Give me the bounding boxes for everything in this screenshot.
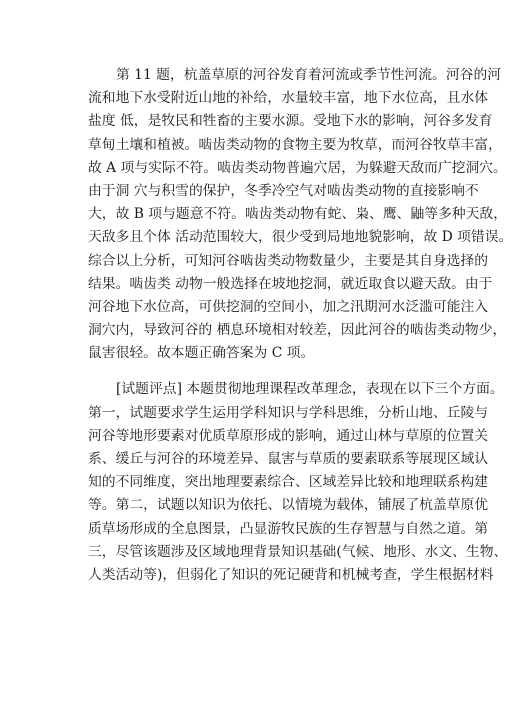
text-line: 综合以上分析，可知河谷啮齿类动物数量少，主要是其自身选择的 [88,252,489,269]
text-line: 系、缓丘与河谷的环境差异、鼠害与草质的要素联系等展现区域认 [88,451,489,467]
text-line: 河谷地下水位高，可供挖洞的空间小，加之汛期河水泛滥可能注入 [88,298,489,315]
text-line: 质草场形成的全息图景，凸显游牧民族的生存智慧与自然之道。第 [88,520,489,537]
text-line: 流和地下水受附近山地的补给，水量较丰富，地下水位高，且水体 [88,90,489,107]
text-line: 三，尽管该题涉及区域地理背景知识基础(气候、地形、水文、生物、 [88,543,508,560]
text-line: 等。第二，试题以知识为依托、以情境为载体，铺展了杭盖草原优 [88,497,489,514]
text-line: 故 A 项与实际不符。啮齿类动物普遍穴居，为躲避天敌而广挖洞穴。 [88,159,507,176]
text-line: 天敌多且个体 活动范围较大，很少受到局地地貌影响，故 D 项错误。 [88,229,512,246]
text-line: [试题评点] 本题贯彻地理课程改革理念，表现在以下三个方面。 [116,381,504,398]
text-line: 结果。啮齿类 动物一般选择在坡地挖洞，就近取食以避天敌。由于 [88,275,493,292]
text-line: 知的不同维度，突出地理要素综合、区域差异比较和地理联系构建 [88,474,489,491]
text-line: 第 11 题，杭盖草原的河谷发育着河流或季节性河流。河谷的河 [116,67,502,83]
text-line: 大，故 B 项与题意不符。啮齿类动物有蛇、枭、鹰、鼬等多种天敌， [88,206,508,223]
text-line: 河谷等地形要素对优质草原形成的影响，通过山林与草原的位置关 [88,427,489,444]
commentary-paragraph [88,378,508,587]
answer-analysis-paragraph [88,64,512,365]
text-line: 盐度 低，是牧民和牲畜的主要水源。受地下水的影响，河谷多发育 [88,113,493,130]
text-line: 草甸土壤和植被。啮齿类动物的食物主要为牧草，而河谷牧草丰富， [88,136,502,153]
paragraph-gap [88,365,440,378]
text-line: 第一，试题要求学生运用学科知识与学科思维，分析山地、丘陵与 [88,404,489,421]
text-line: 洞穴内，导致河谷的 栖息环境相对较差，因此河谷的啮齿类动物少， [88,322,507,339]
text-line: 由于洞 穴与积雪的保护，冬季冷空气对啮齿类动物的直接影响不 [88,182,479,199]
text-line: 人类活动等)，但弱化了知识的死记硬背和机械考查，学生根据材料 [88,566,494,583]
text-line: 鼠害很轻。故本题正确答案为 C 项。 [88,345,315,362]
